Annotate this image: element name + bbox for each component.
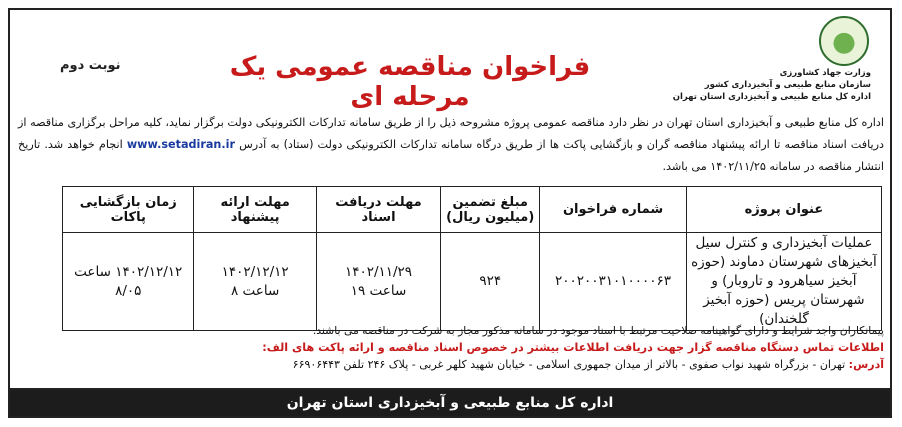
turn-label: نوبت دوم [60, 58, 121, 73]
receive-time: ساعت ۱۹ [350, 282, 407, 299]
requirement-text: پیمانکاران واجد شرایط و دارای گواهینامه صلاحیت مرتبط با اسناد موجود در سامانه مذکور مجاز به شرکت در مناقصه می باشند. [312, 324, 884, 337]
intro-paragraph [18, 112, 884, 178]
cell-number: ۲۰۰۲۰۰۳۱۰۱۰۰۰۰۶۳ [540, 233, 687, 331]
header-open: زمان بازگشایی پاکات [63, 187, 194, 233]
table-row [63, 233, 882, 331]
website-link[interactable]: www.setadiran.ir [126, 138, 235, 151]
logo-line-organization: سازمان منابع طبیعی و آبخیزداری کشور [704, 80, 871, 90]
open-date: ۱۴۰۲/۱۲/۱۲ ساعت [74, 263, 183, 280]
logo-line-department: اداره کل منابع طبیعی و آبخیزداری استان تهران [672, 92, 871, 102]
contact-heading: اطلاعات تماس دستگاه مناقصه گزار جهت دریافت اطلاعات بیشتر در خصوص اسناد مناقصه و ارائه پاکت های الف: [262, 341, 884, 354]
header-project: عنوان پروژه [686, 187, 881, 233]
address-label: آدرس: [848, 358, 884, 371]
tender-table [62, 186, 882, 331]
open-time: ۸/۰۵ [115, 282, 142, 299]
offer-time: ساعت ۸ [230, 282, 280, 299]
header-offer: مهلت ارائه پیشنهاد [194, 187, 316, 233]
cell-project: عملیات آبخیزداری و کنترل سیل آبخیزهای شهرستان دماوند (حوزه آبخیز سیاهرود و تاروبار) و شهرستان پریس (حوزه آبخیز گلخندان) [686, 233, 881, 331]
ministry-logo [672, 14, 875, 102]
header-amount: مبلغ تضمین (میلیون ریال) [441, 187, 540, 233]
footer-bar: اداره کل منابع طبیعی و آبخیزداری استان تهران [8, 388, 892, 418]
header-receive: مهلت دریافت اسناد [316, 187, 440, 233]
cell-amount: ۹۲۴ [441, 233, 540, 331]
intro-text-2: انجام خواهد شد. تاریخ انتشار مناقصه در سامانه ۱۴۰۲/۱۱/۲۵ می باشد. [18, 138, 884, 173]
page-title: فراخوان مناقصه عمومی یک مرحله ای [229, 52, 591, 112]
logo-line-ministry: وزارت جهاد کشاورزی [779, 68, 871, 78]
receive-date: ۱۴۰۲/۱۱/۲۹ [344, 263, 413, 280]
cell-open [63, 233, 194, 331]
notes-block [18, 322, 884, 374]
header-number: شماره فراخوان [540, 187, 687, 233]
table-header-row [63, 187, 882, 233]
address-text: تهران - بزرگراه شهید نواب صفوی - بالاتر از میدان جمهوری اسلامی - خیابان شهید کلهر غربی - پلاک ۲۴۶ تلفن ۶۶۹۰۶۴۴۳ [292, 358, 846, 371]
intro-text-1: اداره کل منابع طبیعی و آبخیزداری استان تهران در نظر دارد مناقصه عمومی پروژه مشروحه ذیل را از طریق سامانه تدارکات الکترونیکی دولت برگزار نماید، کلیه مراحل برگزاری مناقصه از دریافت اسناد مناقصه تا ارائه پیشنهاد مناقصه گران و بازگشایی پاکت ها از طریق درگاه سامانه تدارکات الکترونیکی دولت (ستاد) به آدرس [18, 116, 885, 151]
cell-offer [194, 233, 316, 331]
address-line [18, 356, 884, 374]
emblem-icon [819, 16, 869, 66]
offer-date: ۱۴۰۲/۱۲/۱۲ [221, 263, 289, 280]
cell-receive [316, 233, 440, 331]
